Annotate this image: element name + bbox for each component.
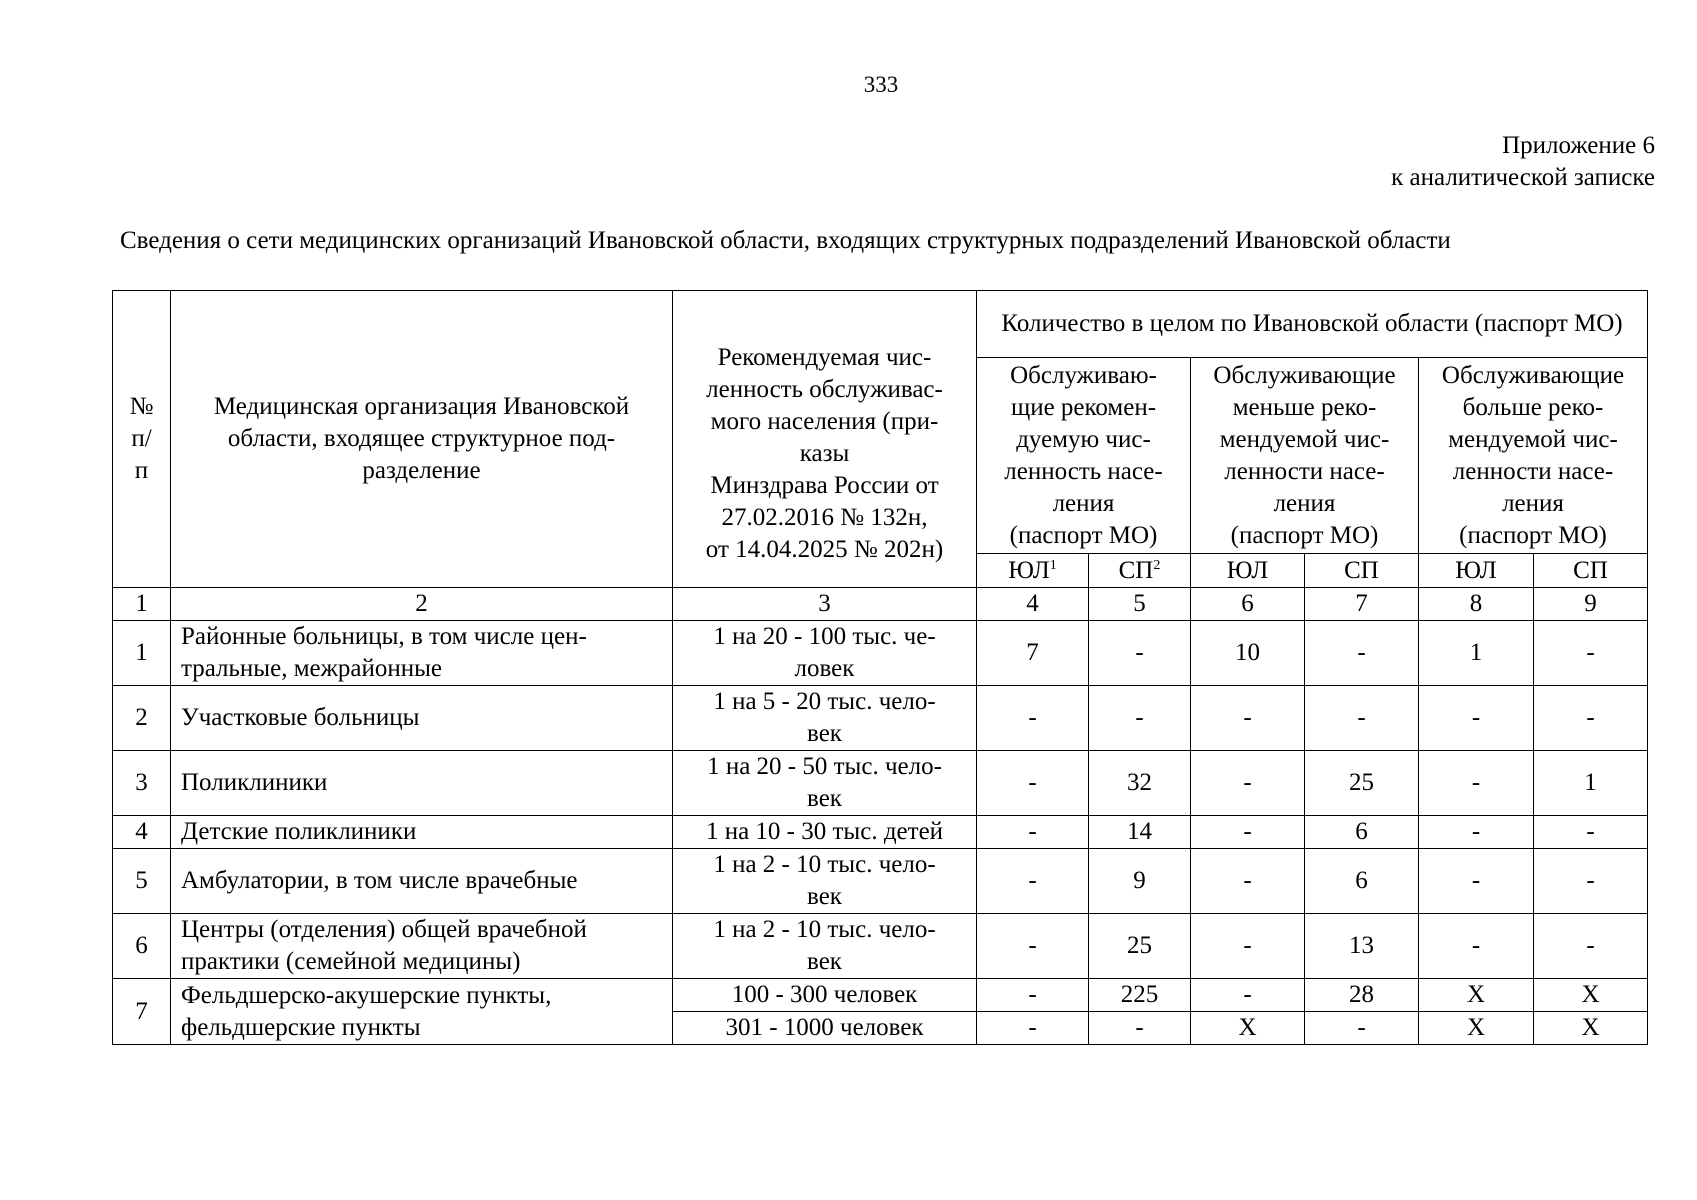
text-line: области, входящее структурное под-: [227, 425, 616, 452]
value-cell-col-9: X: [1534, 1012, 1648, 1045]
text-line: щие рекомен-: [1010, 393, 1157, 421]
value-cell-col-4: -: [977, 1012, 1089, 1045]
organization-name: Участковые больницы: [171, 686, 673, 751]
header-row-1: [113, 291, 1648, 358]
recommended-population: 1 на 5 - 20 тыс. чело- век: [673, 686, 977, 751]
header-sp-b: СП: [1305, 554, 1419, 588]
value-cell-col-7: 13: [1305, 914, 1419, 979]
value-cell-col-4: 7: [977, 621, 1089, 686]
value-cell-col-8: -: [1419, 914, 1534, 979]
organization-name: Поликлиники: [171, 751, 673, 816]
value-cell-col-7: -: [1305, 621, 1419, 686]
column-number-4: 4: [977, 588, 1089, 621]
recommended-population: 1 на 10 - 30 тыс. детей: [673, 816, 977, 849]
text-line: ления: [1052, 489, 1115, 517]
header-sp-a: $СП^2$: [1089, 554, 1191, 588]
column-number-3: 3: [673, 588, 977, 621]
medical-network-table: [112, 290, 1648, 1045]
value-cell-col-4: -: [977, 751, 1089, 816]
column-number-5: 5: [1089, 588, 1191, 621]
text-line: ленность обслуживас-: [706, 376, 943, 403]
table-row: [113, 816, 1648, 849]
value-cell-col-7: 25: [1305, 751, 1419, 816]
value-cell-col-5: -: [1089, 1012, 1191, 1045]
recommended-population: 1 на 20 - 100 тыс. че- ловек: [673, 621, 977, 686]
text-line: (паспорт МО): [1009, 521, 1158, 549]
value-cell-col-6: -: [1191, 979, 1305, 1012]
row-number: 5: [113, 849, 171, 914]
text-line: (паспорт МО): [1459, 521, 1607, 549]
text-line: разделение: [362, 457, 481, 484]
value-cell-col-9: -: [1534, 621, 1648, 686]
organization-name: Амбулатории, в том числе врачебные: [171, 849, 673, 914]
header-yul-c: ЮЛ: [1419, 554, 1534, 588]
header-group-recommended: [977, 358, 1191, 554]
text-line: Обслуживающие: [1213, 361, 1396, 389]
text-line: Обслуживаю-: [1010, 361, 1157, 389]
value-cell-col-4: -: [977, 686, 1089, 751]
text-line: 27.02.2016 № 132н,: [721, 504, 928, 531]
column-number-7: 7: [1305, 588, 1419, 621]
column-number-6: 6: [1191, 588, 1305, 621]
value-cell-col-4: -: [977, 914, 1089, 979]
header-recommended-population: [673, 291, 977, 588]
text-line: п/: [131, 425, 152, 452]
recommended-population: 100 - 300 человек: [673, 979, 977, 1012]
value-cell-col-6: X: [1191, 1012, 1305, 1045]
value-cell-col-7: 6: [1305, 849, 1419, 914]
column-number-8: 8: [1419, 588, 1534, 621]
text-line: казы: [799, 440, 850, 467]
value-cell-col-9: -: [1534, 686, 1648, 751]
text-line: мендуемой чис-: [1219, 425, 1390, 453]
column-number-2: 2: [171, 588, 673, 621]
value-cell-col-4: -: [977, 816, 1089, 849]
appendix-line-1: Приложение 6: [1502, 132, 1655, 159]
value-cell-col-9: X: [1534, 979, 1648, 1012]
organization-name: Центры (отделения) общей врачебной практики (семейной медицины): [171, 914, 673, 979]
recommended-population: 1 на 20 - 50 тыс. чело- век: [673, 751, 977, 816]
value-cell-col-8: -: [1419, 751, 1534, 816]
header-yul-b: ЮЛ: [1191, 554, 1305, 588]
value-cell-col-5: 225: [1089, 979, 1191, 1012]
value-cell-col-5: -: [1089, 621, 1191, 686]
organization-name: Детские поликлиники: [171, 816, 673, 849]
text-line: мендуемой чис-: [1448, 425, 1618, 453]
text-line: Обслуживающие: [1441, 361, 1625, 389]
text-line: больше реко-: [1462, 393, 1604, 421]
text-line: ленности насе-: [1224, 457, 1385, 485]
column-number-9: 9: [1534, 588, 1648, 621]
text-line: п: [134, 457, 149, 484]
column-number-1: 1: [113, 588, 171, 621]
value-cell-col-9: -: [1534, 914, 1648, 979]
row-number: 3: [113, 751, 171, 816]
value-cell-col-8: -: [1419, 849, 1534, 914]
text-line: ленность насе-: [1004, 457, 1163, 485]
value-cell-col-9: -: [1534, 849, 1648, 914]
value-cell-col-4: -: [977, 979, 1089, 1012]
value-cell-col-8: 1: [1419, 621, 1534, 686]
header-num: [113, 291, 171, 588]
text-line: мого населения (при-: [710, 408, 939, 435]
value-cell-col-7: 6: [1305, 816, 1419, 849]
text-line: ления: [1502, 489, 1564, 517]
header-group-less: [1191, 358, 1419, 554]
text-line: меньше реко-: [1232, 393, 1377, 421]
row-number: 6: [113, 914, 171, 979]
header-yul-a: $ЮЛ^1$: [977, 554, 1089, 588]
text-line: Минздрава России от: [710, 472, 939, 499]
value-cell-col-7: -: [1305, 1012, 1419, 1045]
column-numbers-row: [113, 588, 1648, 621]
table-row: [113, 849, 1648, 914]
value-cell-col-8: X: [1419, 979, 1534, 1012]
value-cell-col-5: 14: [1089, 816, 1191, 849]
organization-name: Фельдшерско-акушерские пункты, фельдшерские пункты: [171, 979, 673, 1045]
value-cell-col-6: -: [1191, 751, 1305, 816]
value-cell-col-6: -: [1191, 816, 1305, 849]
header-sp-c: СП: [1534, 554, 1648, 588]
value-cell-col-9: -: [1534, 816, 1648, 849]
value-cell-col-5: -: [1089, 686, 1191, 751]
table-row: [113, 979, 1648, 1012]
value-cell-col-5: 9: [1089, 849, 1191, 914]
appendix-note: [1391, 130, 1655, 194]
value-cell-col-6: -: [1191, 686, 1305, 751]
header-organization: [171, 291, 673, 588]
recommended-population: 1 на 2 - 10 тыс. чело- век: [673, 914, 977, 979]
value-cell-col-6: -: [1191, 849, 1305, 914]
text-line: ленности насе-: [1452, 457, 1614, 485]
table-row: [113, 686, 1648, 751]
document-title: Сведения о сети медицинских организаций Ивановской области, входящих структурных подразделений Ивановской области: [120, 227, 1451, 254]
header-group-more: [1419, 358, 1648, 554]
header-quantity-group: Количество в целом по Ивановской области (паспорт МО): [977, 291, 1648, 358]
appendix-line-2: к аналитической записке: [1391, 164, 1655, 191]
text-line: Рекомендуемая чис-: [717, 344, 932, 371]
table-row: [113, 621, 1648, 686]
table-row: [113, 751, 1648, 816]
value-cell-col-7: 28: [1305, 979, 1419, 1012]
value-cell-col-4: -: [977, 849, 1089, 914]
organization-name: Районные больницы, в том числе цен- тральные, межрайонные: [171, 621, 673, 686]
row-number: 7: [113, 979, 171, 1045]
text-line: от 14.04.2025 № 202н): [705, 536, 944, 563]
value-cell-col-8: -: [1419, 686, 1534, 751]
value-cell-col-5: 25: [1089, 914, 1191, 979]
value-cell-col-6: 10: [1191, 621, 1305, 686]
text-line: Медицинская организация Ивановской: [213, 393, 630, 420]
row-number: 1: [113, 621, 171, 686]
row-number: 2: [113, 686, 171, 751]
value-cell-col-5: 32: [1089, 751, 1191, 816]
text-line: дуемую чис-: [1016, 425, 1151, 453]
value-cell-col-6: -: [1191, 914, 1305, 979]
text-line: ления: [1273, 489, 1336, 517]
row-number: 4: [113, 816, 171, 849]
page-number: 333: [863, 72, 899, 97]
value-cell-col-8: -: [1419, 816, 1534, 849]
table-row: [113, 914, 1648, 979]
recommended-population: 1 на 2 - 10 тыс. чело- век: [673, 849, 977, 914]
text-line: №: [129, 393, 154, 420]
recommended-population: 301 - 1000 человек: [673, 1012, 977, 1045]
text-line: (паспорт МО): [1230, 521, 1379, 549]
value-cell-col-8: X: [1419, 1012, 1534, 1045]
value-cell-col-7: -: [1305, 686, 1419, 751]
value-cell-col-9: 1: [1534, 751, 1648, 816]
